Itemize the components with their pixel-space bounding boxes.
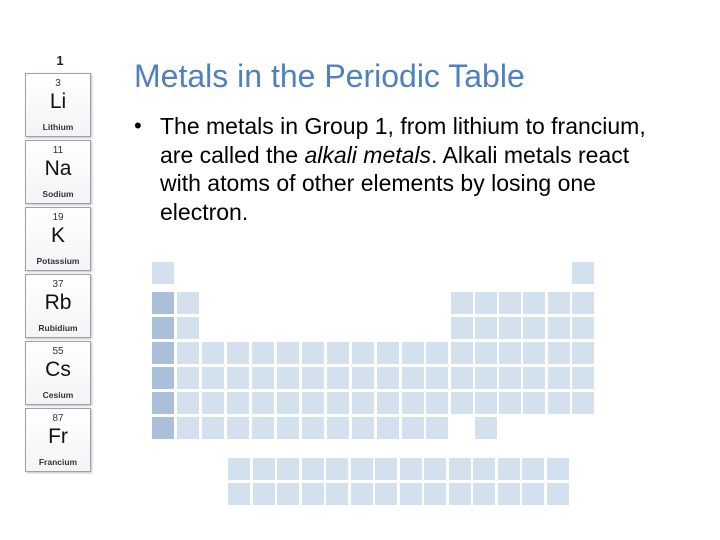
bullet-item <box>134 112 674 226</box>
atomic-number: 37 <box>52 279 64 290</box>
periodic-cell-f-block <box>228 483 250 505</box>
periodic-cell-f-block <box>253 458 275 480</box>
periodic-cell-alkali <box>152 417 174 439</box>
periodic-cell <box>523 292 545 314</box>
bullet-emphasis: alkali metals <box>304 141 432 168</box>
periodic-cell <box>302 367 324 389</box>
periodic-cell-f-block <box>449 483 471 505</box>
periodic-cell <box>475 292 497 314</box>
periodic-cell <box>277 417 299 439</box>
periodic-cell-f-block <box>351 458 373 480</box>
periodic-cell-f-block <box>326 458 348 480</box>
periodic-cell <box>426 342 448 364</box>
element-symbol: Rb <box>44 291 72 314</box>
periodic-cell <box>572 342 594 364</box>
periodic-cell-alkali <box>152 292 174 314</box>
bullet-text-end: . Alkali metals react with atoms of other elements by losing one electron. <box>160 141 630 225</box>
periodic-cell-f-block <box>277 458 299 480</box>
periodic-cell <box>227 367 249 389</box>
periodic-cell <box>252 392 274 414</box>
element-name: Lithium <box>42 122 74 132</box>
periodic-cell <box>252 367 274 389</box>
periodic-cell <box>548 392 570 414</box>
periodic-cell <box>426 367 448 389</box>
element-symbol: Fr <box>48 425 68 448</box>
periodic-cell <box>548 342 570 364</box>
periodic-cell-f-block <box>375 483 397 505</box>
periodic-cell <box>572 392 594 414</box>
periodic-cell <box>202 392 224 414</box>
periodic-cell-f-block <box>424 483 446 505</box>
periodic-cell <box>402 417 424 439</box>
periodic-cell-f-block <box>522 483 544 505</box>
periodic-cell <box>548 292 570 314</box>
periodic-cell <box>177 367 199 389</box>
element-symbol: Na <box>44 157 72 180</box>
periodic-cell <box>523 367 545 389</box>
periodic-cell <box>475 342 497 364</box>
periodic-cell <box>352 392 374 414</box>
periodic-cell <box>352 342 374 364</box>
periodic-cell <box>302 417 324 439</box>
periodic-cell <box>177 317 199 339</box>
element-symbol: Li <box>49 90 67 113</box>
periodic-cell <box>402 342 424 364</box>
group-number-label: 1 <box>56 53 64 68</box>
periodic-cell <box>523 392 545 414</box>
element-name: Sodium <box>42 189 74 199</box>
periodic-cell <box>227 417 249 439</box>
atomic-number: 3 <box>55 78 61 89</box>
periodic-cell-f-block <box>277 483 299 505</box>
periodic-cell-f-block <box>473 458 495 480</box>
periodic-cell <box>252 417 274 439</box>
periodic-cell <box>451 317 473 339</box>
periodic-cell <box>475 392 497 414</box>
periodic-cell <box>377 342 399 364</box>
slide-title: Metals in the Periodic Table <box>134 58 525 94</box>
periodic-cell-f-block <box>522 458 544 480</box>
periodic-cell <box>277 392 299 414</box>
periodic-cell-f-block <box>473 483 495 505</box>
bullet-text <box>160 112 674 226</box>
periodic-cell <box>499 392 521 414</box>
periodic-cell <box>377 392 399 414</box>
periodic-cell-f-block <box>351 483 373 505</box>
periodic-cell <box>302 392 324 414</box>
periodic-cell <box>302 342 324 364</box>
periodic-cell-alkali <box>152 392 174 414</box>
bullet-text-start: The metals in Group 1, from lithium to francium, are called the <box>160 113 646 168</box>
periodic-cell <box>252 342 274 364</box>
periodic-cell <box>572 262 594 284</box>
periodic-cell-f-block <box>424 458 446 480</box>
periodic-cell <box>451 392 473 414</box>
periodic-cell <box>475 317 497 339</box>
periodic-cell <box>177 392 199 414</box>
periodic-cell-alkali <box>152 342 174 364</box>
bullet-list <box>134 112 674 226</box>
periodic-cell <box>177 342 199 364</box>
element-name: Francium <box>38 457 78 467</box>
periodic-cell-alkali <box>152 367 174 389</box>
periodic-cell <box>177 417 199 439</box>
element-tile-potassium <box>25 207 91 271</box>
periodic-cell <box>523 317 545 339</box>
periodic-cell <box>277 367 299 389</box>
element-name: Cesium <box>42 390 74 400</box>
periodic-cell <box>402 367 424 389</box>
periodic-cell-f-block <box>302 483 324 505</box>
periodic-cell <box>352 367 374 389</box>
periodic-cell <box>327 367 349 389</box>
periodic-cell <box>327 392 349 414</box>
periodic-cell <box>327 342 349 364</box>
bullet-dot-icon: • <box>134 113 142 138</box>
periodic-cell-f-block <box>498 483 520 505</box>
periodic-cell <box>451 292 473 314</box>
periodic-cell <box>475 417 497 439</box>
element-tile-francium <box>25 408 91 472</box>
periodic-cell-alkali <box>152 317 174 339</box>
element-tile-sodium <box>25 140 91 204</box>
element-tile-rubidium <box>25 274 91 338</box>
periodic-cell <box>152 262 174 284</box>
periodic-cell-f-block <box>400 483 422 505</box>
periodic-cell <box>177 292 199 314</box>
periodic-cell <box>548 367 570 389</box>
periodic-cell-f-block <box>253 483 275 505</box>
periodic-cell <box>426 392 448 414</box>
periodic-cell <box>572 367 594 389</box>
periodic-cell <box>426 417 448 439</box>
periodic-cell-f-block <box>375 458 397 480</box>
periodic-cell <box>475 367 497 389</box>
periodic-cell <box>327 417 349 439</box>
periodic-cell-f-block <box>326 483 348 505</box>
periodic-cell-f-block <box>302 458 324 480</box>
periodic-cell <box>523 342 545 364</box>
element-name: Potassium <box>36 256 80 266</box>
element-tile-lithium <box>25 73 91 137</box>
atomic-number: 11 <box>52 145 64 156</box>
periodic-cell-f-block <box>228 458 250 480</box>
periodic-cell-f-block <box>547 458 569 480</box>
periodic-cell <box>352 417 374 439</box>
element-symbol: Cs <box>45 358 71 381</box>
periodic-cell <box>499 317 521 339</box>
periodic-cell-f-block <box>547 483 569 505</box>
periodic-cell <box>499 342 521 364</box>
periodic-cell <box>202 367 224 389</box>
atomic-number: 87 <box>52 413 64 424</box>
periodic-cell <box>202 417 224 439</box>
periodic-cell-f-block <box>498 458 520 480</box>
periodic-cell <box>451 367 473 389</box>
periodic-cell <box>277 342 299 364</box>
periodic-cell <box>202 342 224 364</box>
periodic-cell <box>227 342 249 364</box>
periodic-cell-f-block <box>449 458 471 480</box>
periodic-cell <box>227 392 249 414</box>
periodic-cell <box>402 392 424 414</box>
periodic-cell <box>548 317 570 339</box>
periodic-cell <box>377 367 399 389</box>
atomic-number: 55 <box>52 346 64 357</box>
atomic-number: 19 <box>52 212 64 223</box>
periodic-cell <box>572 292 594 314</box>
periodic-cell <box>451 342 473 364</box>
periodic-cell <box>499 292 521 314</box>
periodic-cell <box>572 317 594 339</box>
periodic-cell-f-block <box>400 458 422 480</box>
periodic-cell <box>499 367 521 389</box>
periodic-cell <box>377 417 399 439</box>
element-tile-cesium <box>25 341 91 405</box>
element-symbol: K <box>50 224 65 247</box>
element-name: Rubidium <box>38 323 78 333</box>
